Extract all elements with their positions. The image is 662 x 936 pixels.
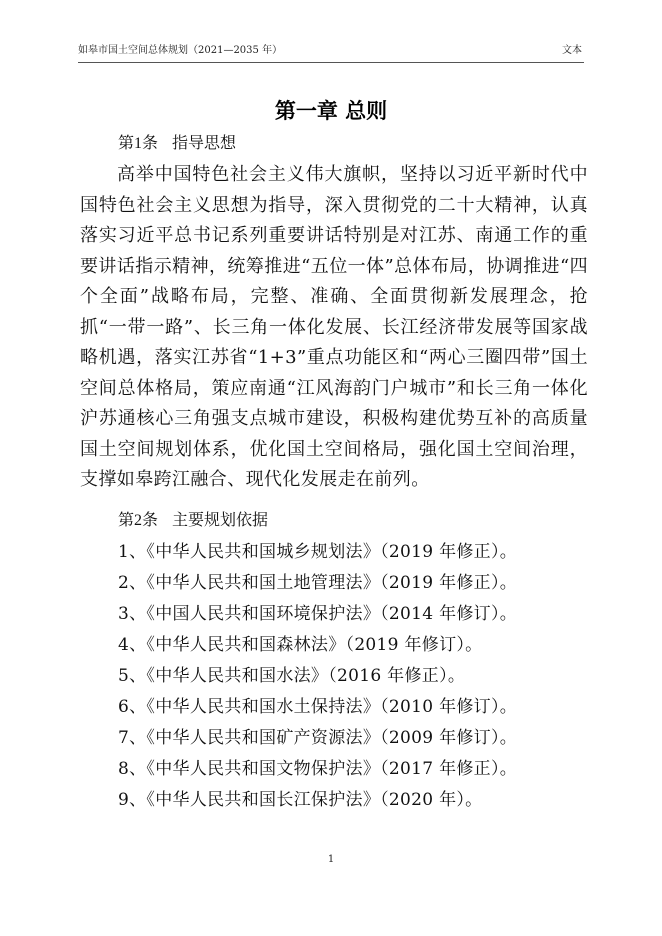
list-item: 8、《中华人民共和国文物保护法》（2017 年修正）。 <box>118 759 518 779</box>
list-item: 9、《中华人民共和国长江保护法》（2020 年）。 <box>118 790 483 810</box>
article-2-number: 第2条 <box>118 512 159 529</box>
page-header <box>78 44 584 63</box>
list-item: 2、《中华人民共和国土地管理法》（2019 年修正）。 <box>118 573 518 593</box>
list-item: 7、《中华人民共和国矿产资源法》（2009 年修订）。 <box>118 728 518 748</box>
list-item: 4、《中华人民共和国森林法》（2019 年修订）。 <box>118 635 483 655</box>
document-type-label: 文本 <box>562 45 582 56</box>
legal-basis-list <box>118 537 517 816</box>
article-1-title: 指导思想 <box>172 133 237 152</box>
document-title-header: 如皋市国土空间总体规划（2021—2035 年） <box>78 45 283 56</box>
list-item: 3、《中国人民共和国环境保护法》（2014 年修订）。 <box>118 604 518 624</box>
list-item: 5、《中华人民共和国水法》（2016 年修正）。 <box>118 666 466 686</box>
article-2-heading <box>118 509 268 532</box>
article-1-number: 第1条 <box>118 135 159 152</box>
list-item: 6、《中华人民共和国水土保持法》（2010 年修订）。 <box>118 697 518 717</box>
article-2-title: 主要规划依据 <box>172 510 269 529</box>
article-1-heading <box>118 132 236 155</box>
page-number: 1 <box>327 854 335 865</box>
article-1-body: 高举中国特色社会主义伟大旗帜，坚持以习近平新时代中国特色社会主义思想为指导，深入贯彻党的二十大精神，认真落实习近平总书记系列重要讲话特别是对江苏、南通工作的重要讲话指示精神，统筹推进“五位一体”总体布局，协调推进“四个全面”战略布局，完整、准确、全面贯彻新发展理念，抢抓“一带一路”、长三角一体化发展、长江经济带发展等国家战略机遇，落实江苏省“1+3”重点功能区和“两心三圈四带”国土空间总体格局，策应南通“江风海韵门户城市”和长三角一体化沪苏通核心三角强支点城市建设，积极构建优势互补的高质量国土空间规划体系，优化国土空间格局，强化国土空间治理，支撑如皋跨江融合、现代化发展走在前列。 <box>80 164 588 490</box>
chapter-title: 第一章 总则 <box>274 99 388 123</box>
list-item: 1、《中华人民共和国城乡规划法》（2019 年修正）。 <box>118 542 518 562</box>
